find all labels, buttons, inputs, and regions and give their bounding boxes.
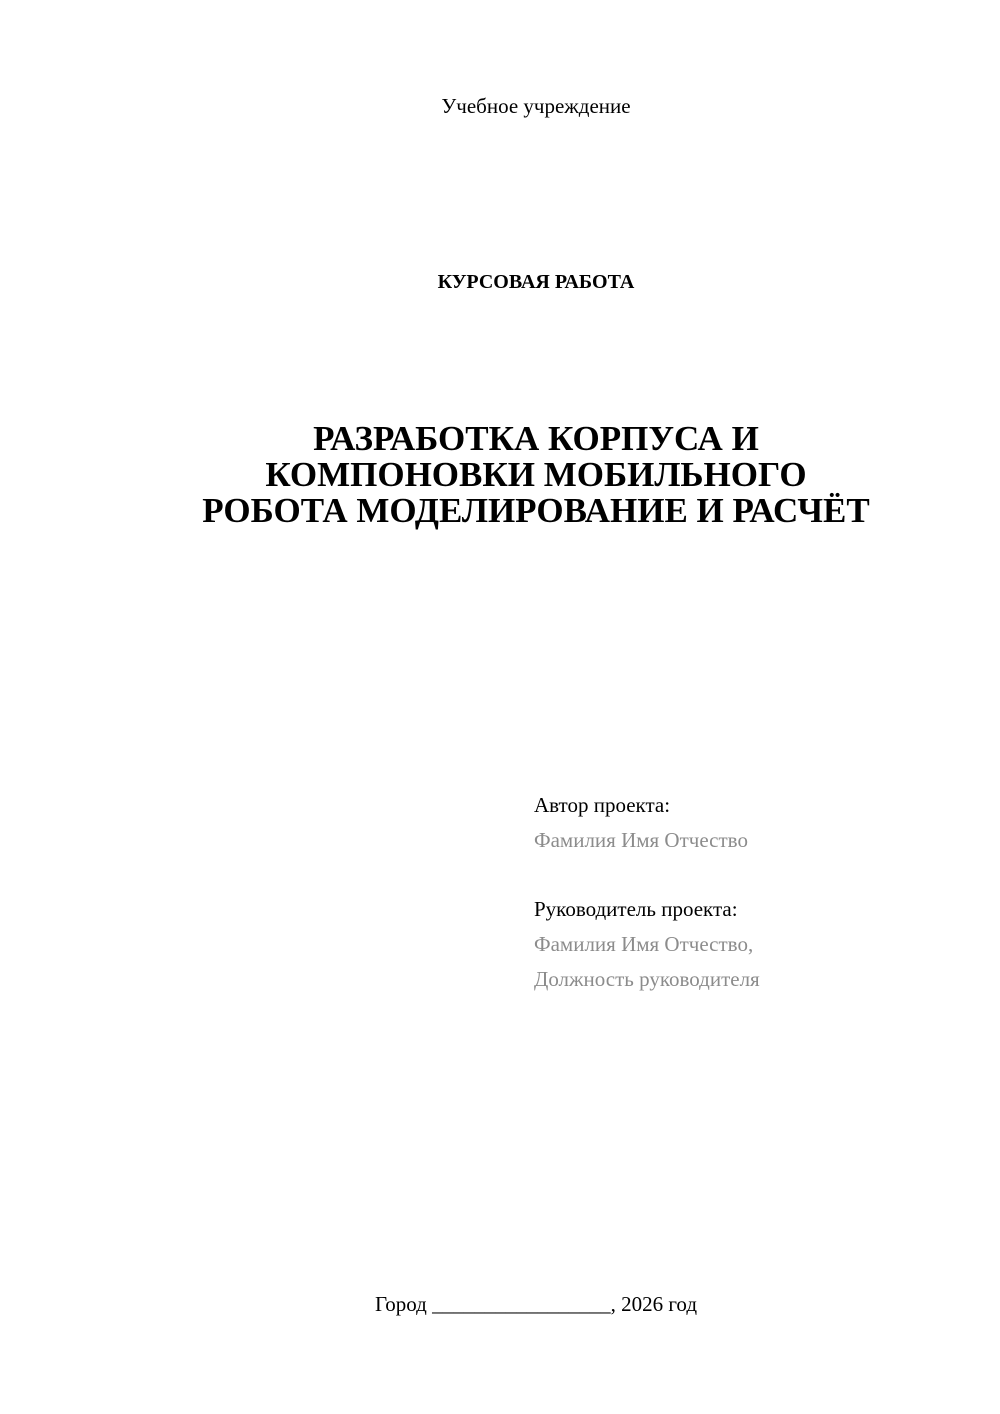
author-name: Фамилия Имя Отчество: [534, 828, 748, 852]
supervisor-label: Руководитель проекта:: [534, 897, 738, 921]
work-type-heading: КУРСОВАЯ РАБОТА: [437, 271, 635, 293]
city-year-line: Город _________________, 2026 год: [374, 1292, 698, 1316]
author-label: Автор проекта:: [534, 793, 671, 817]
title-line: РОБОТА МОДЕЛИРОВАНИЕ И РАСЧЁТ: [202, 491, 870, 530]
title-line: РАЗРАБОТКА КОРПУСА И: [313, 419, 759, 458]
title-line: КОМПОНОВКИ МОБИЛЬНОГО: [265, 455, 807, 494]
institution-name: Учебное учреждение: [441, 94, 631, 118]
supervisor-position: Должность руководителя: [534, 967, 760, 991]
document-title: [100, 421, 972, 529]
supervisor-name: Фамилия Имя Отчество,: [534, 932, 754, 956]
spacer: [534, 858, 974, 892]
signature-block: [534, 788, 974, 997]
